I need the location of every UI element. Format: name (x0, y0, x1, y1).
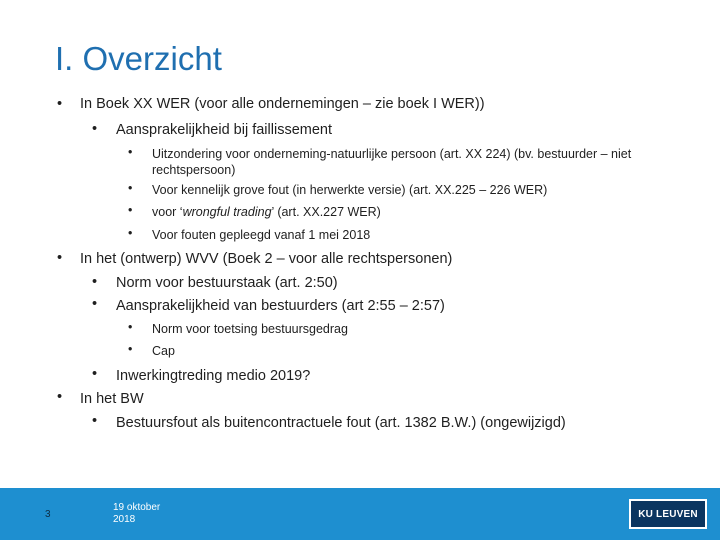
bullet-kennelijk-grove-fout: Voor kennelijk grove fout (in herwerkte versie) (art. XX.225 – 226 WER) (152, 183, 548, 197)
bullet-norm-toetsing: Norm voor toetsing bestuursgedrag (152, 322, 348, 336)
bullet-uitzondering: Uitzondering voor onderneming-natuurlijke persoon (art. XX 224) (bv. bestuurder – niet rechtspersoon) (152, 147, 632, 177)
bullet-marker: • (128, 226, 133, 240)
bullet-marker: • (128, 145, 133, 159)
bullet-wvv: In het (ontwerp) WVV (Boek 2 – voor alle rechtspersonen) (80, 251, 453, 267)
bullet-marker: • (92, 296, 98, 312)
bullet-marker: • (92, 121, 98, 137)
bullet-marker: • (128, 320, 133, 334)
bullet-wrongful-trading: voor ‘wrongful trading’ (art. XX.227 WER) (152, 205, 381, 219)
bullet-marker: • (92, 274, 98, 290)
bullet-marker: • (92, 413, 98, 429)
bullet-marker: • (57, 250, 63, 266)
bullet-marker: • (57, 96, 63, 112)
date-line-1: 19 oktober (113, 502, 161, 513)
bullet-aansprakelijkheid-bestuurders: Aansprakelijkheid van bestuurders (art 2:55 – 2:57) (116, 298, 445, 314)
bullet-marker: • (128, 203, 133, 217)
bullet-marker: • (128, 342, 133, 356)
date-line-2: 2018 (113, 514, 136, 525)
bullet-bestuursfout: Bestuursfout als buitencontractuele fout (art. 1382 B.W.) (ongewijzigd) (116, 415, 566, 431)
bullet-marker: • (57, 389, 63, 405)
bullet-marker: • (128, 181, 133, 195)
slide-title: I. Overzicht (55, 40, 222, 77)
ku-leuven-logo: KU LEUVEN (629, 499, 707, 529)
footer-bar (0, 488, 720, 540)
footer-date (113, 502, 160, 526)
page-number: 3 (45, 509, 51, 520)
bullet-marker: • (92, 366, 98, 382)
bullet-bw: In het BW (80, 391, 144, 407)
bullet-inwerkingtreding: Inwerkingtreding medio 2019? (116, 368, 311, 384)
bullet-boek-xx-wer: In Boek XX WER (voor alle ondernemingen – zie boek I WER)) (80, 96, 485, 112)
bullet-fouten-2018: Voor fouten gepleegd vanaf 1 mei 2018 (152, 228, 371, 242)
bullet-norm-bestuurstaak: Norm voor bestuurstaak (art. 2:50) (116, 275, 338, 291)
wrongful-trading-emphasis: wrongful trading (182, 205, 272, 219)
bullet-cap: Cap (152, 344, 175, 358)
bullet-aansprakelijkheid-faillissement: Aansprakelijkheid bij faillissement (116, 122, 332, 138)
